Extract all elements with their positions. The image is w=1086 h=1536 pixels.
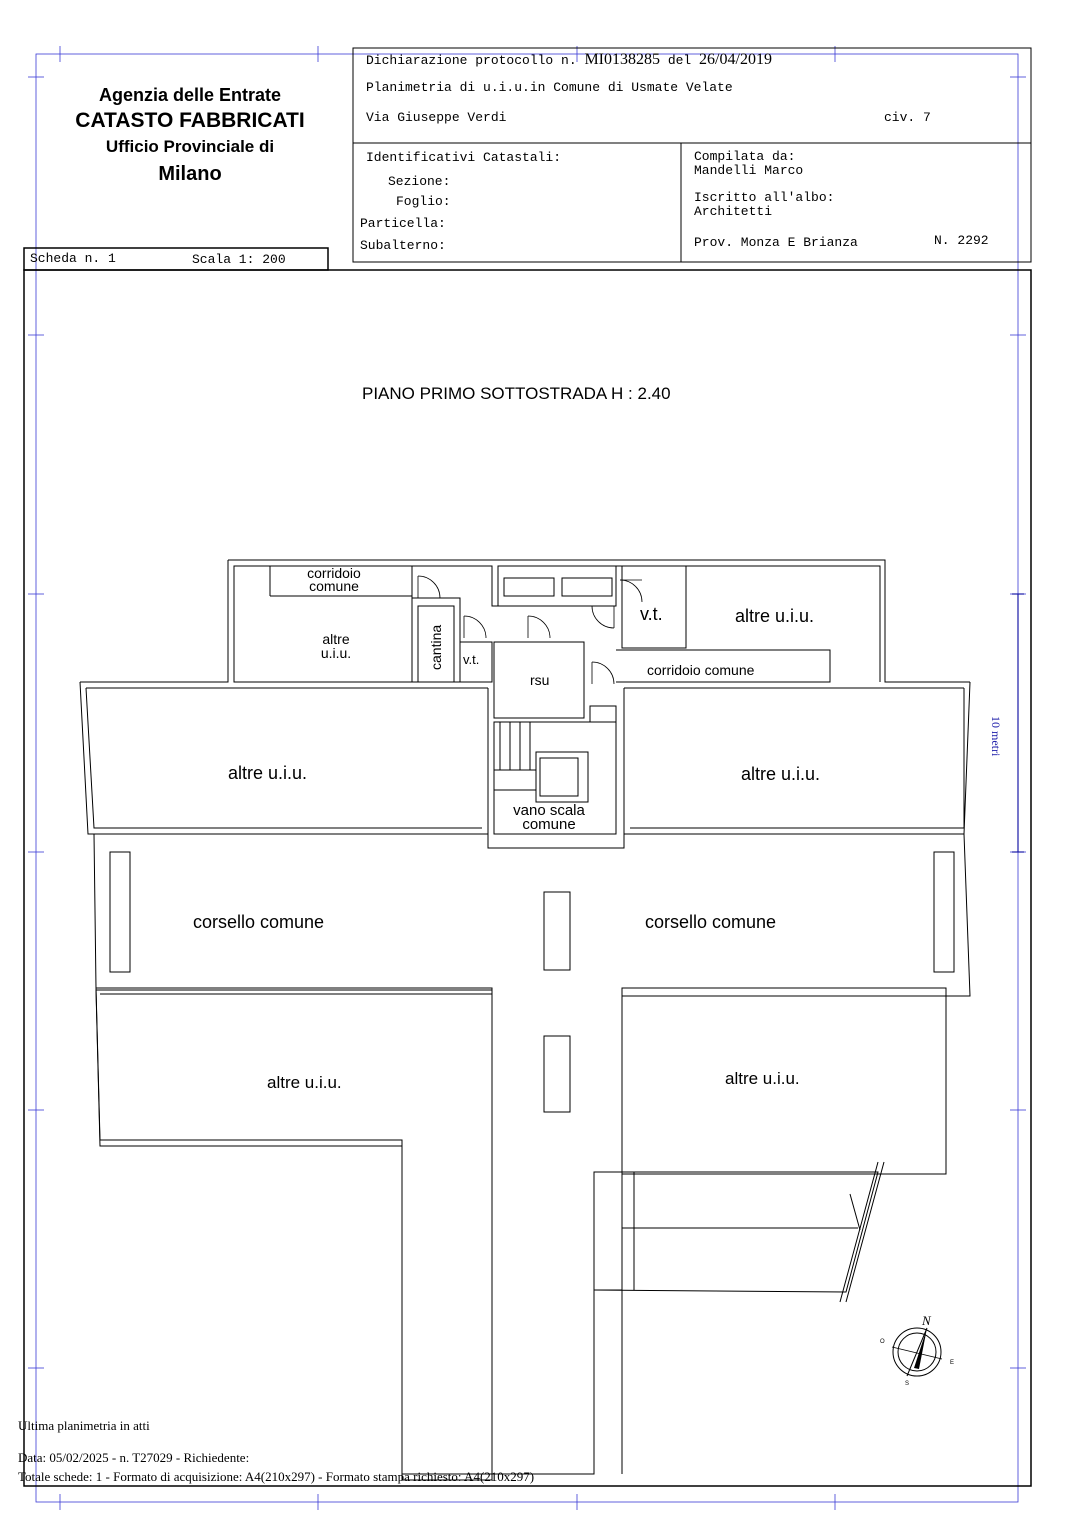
label-vt-small: v.t.	[463, 652, 480, 667]
provincia-name: Milano	[158, 163, 222, 185]
label-rsu: rsu	[530, 672, 550, 688]
label-altre-bottom-left: altre u.i.u.	[267, 1073, 342, 1092]
scala-value: Scala 1: 200	[192, 252, 286, 267]
label-corsello-right: corsello comune	[645, 912, 777, 932]
compass-icon	[872, 1310, 962, 1390]
label-cantina: cantina	[428, 624, 444, 670]
address: Via Giuseppe Verdi	[366, 110, 507, 125]
label-altre-mid-left: altre u.i.u.	[228, 763, 308, 783]
registration-number: N. 2292	[934, 233, 989, 248]
sezione-label: Sezione:	[388, 174, 451, 189]
label-altre-mid-right: altre u.i.u.	[741, 764, 821, 784]
scale-bar-label: 10 metri	[989, 716, 1003, 757]
protocol-number: MI0138285	[584, 51, 661, 68]
compass-o: O	[880, 1339, 885, 1345]
label-altre-bottom-right: altre u.i.u.	[725, 1069, 800, 1088]
scheda-number: Scheda n. 1	[30, 251, 116, 266]
agency-name: Agenzia delle Entrate	[98, 85, 282, 105]
label-corsello-left: corsello comune	[193, 912, 325, 932]
footer-data: Data: 05/02/2025 - n. T27029 - Richiedente:	[18, 1450, 250, 1465]
province-label: Prov. Monza E Brianza	[694, 235, 858, 250]
label-vt-large: v.t.	[640, 604, 663, 624]
compass-s: S	[905, 1381, 910, 1387]
protocol-label: Dichiarazione protocollo n.	[366, 53, 577, 68]
particella-label: Particella:	[360, 216, 446, 231]
ufficio-label: Ufficio Provinciale di	[105, 137, 275, 156]
compass-e: E	[950, 1360, 955, 1366]
subalterno-label: Subalterno:	[360, 238, 446, 253]
label-vano-scala: vano scala comune	[513, 802, 585, 833]
identifiers-title: Identificativi Catastali:	[366, 150, 562, 165]
compiler-name: Mandelli Marco	[694, 163, 804, 178]
label-altre-small: altre u.i.u.	[320, 631, 352, 661]
footer-ultima: Ultima planimetria in atti	[18, 1418, 150, 1433]
label-corridoio-top: corridoio comune	[307, 565, 361, 594]
protocol-date: 26/04/2019	[699, 51, 772, 68]
planimetria-line: Planimetria di u.i.u.in Comune di Usmate Velate	[366, 80, 733, 95]
del-label: del	[667, 53, 692, 68]
footer-totale: Totale schede: 1 - Formato di acquisizione: A4(210x297) - Formato stampa richiesto: A4(210x297)	[18, 1469, 535, 1484]
catasto-title: CATASTO FABBRICATI	[75, 109, 305, 132]
albo-value: Architetti	[694, 204, 773, 219]
albo-label: Iscritto all'albo:	[694, 190, 835, 205]
compiler-label: Compilata da:	[694, 149, 796, 164]
civic-number: civ. 7	[884, 110, 931, 125]
foglio-label: Foglio:	[396, 194, 451, 209]
label-corridoio-right: corridoio comune	[647, 662, 755, 678]
plan-title: PIANO PRIMO SOTTOSTRADA H : 2.40	[362, 384, 671, 403]
compass-n: N	[922, 1313, 931, 1328]
label-altre-top-right: altre u.i.u.	[735, 606, 815, 626]
